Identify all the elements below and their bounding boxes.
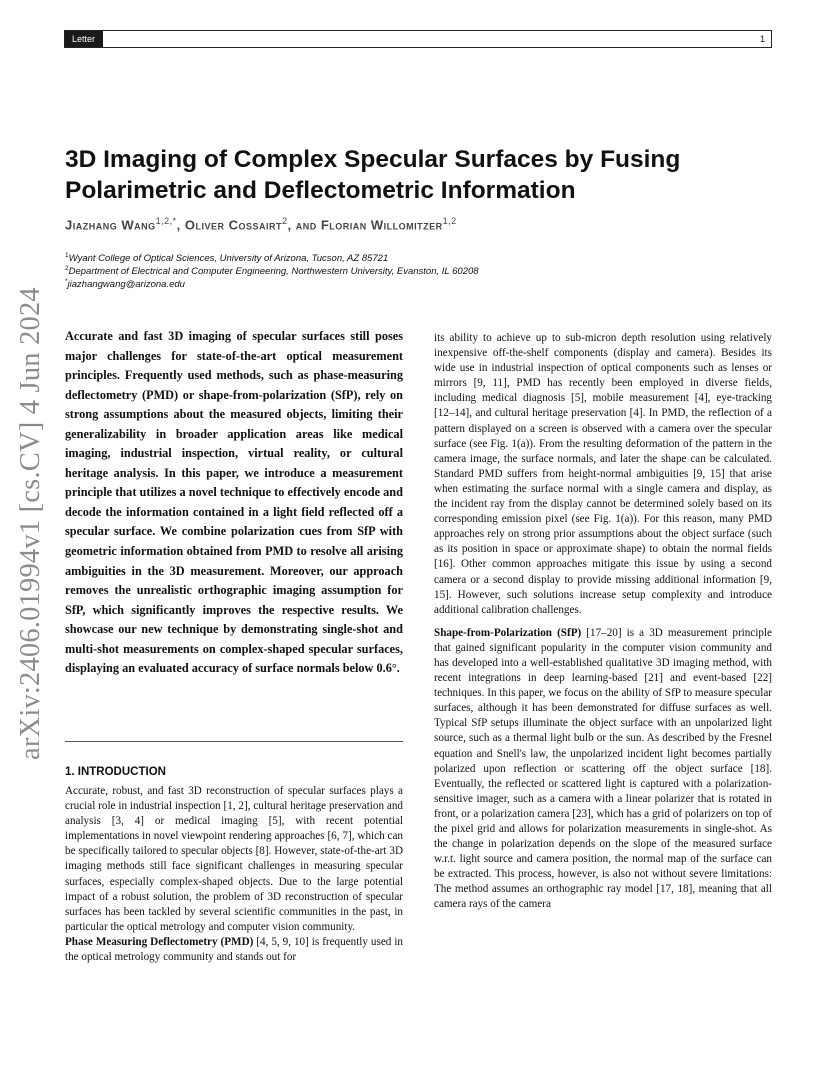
paper-title: 3D Imaging of Complex Specular Surfaces by Fusing Polarimetric and Deflectometric Information bbox=[65, 146, 681, 204]
affiliation-mark: 2 bbox=[65, 265, 69, 272]
page-number: 1 bbox=[759, 34, 765, 44]
author-name: Florian Willomitzer bbox=[320, 217, 443, 233]
pmd-run-in-heading: Phase Measuring Deflectometry (PMD) bbox=[65, 935, 254, 948]
author-separator: , bbox=[176, 217, 185, 233]
pmd-paragraph bbox=[65, 935, 403, 965]
author-name: Jiazhang Wang bbox=[65, 217, 156, 233]
arxiv-identifier[interactable]: arXiv:2406.01994v1 [cs.CV] 4 Jun 2024 bbox=[15, 287, 46, 760]
author-affil-mark: 2 bbox=[281, 216, 288, 226]
author-list bbox=[65, 216, 457, 232]
abstract-divider bbox=[65, 741, 403, 742]
abstract: Accurate and fast 3D imaging of specular surfaces still poses major challenges for state-of-the-art optical measurement principles. Frequently used methods, such as phase-measuring deflectometry (PMD) or shape-from-polarization (SfP), rely on strong assumptions about the measured objects, limiting their generalizability in broader application areas like medical imaging, industrial inspection, virtual reality, or cultural heritage analysis. In this paper, we introduce a measurement principle that utilizes a novel technique to effectively encode and decode the information contained in a light field reflected off a specular surface. We combine polarization cues from SfP with geometric information obtained from PMD to resolve all arising ambiguities in the 3D measurement. Moreover, our approach removes the unrealistic orthographic imaging assumption for SfP, which significantly improves the respective results. We showcase our new technique by demonstrating single-shot and multi-shot measurements on complex-shaped specular surfaces, displaying an evaluated accuracy of surface normals below 0.6°. bbox=[65, 329, 403, 676]
sfp-run-in-heading: Shape-from-Polarization (SfP) bbox=[434, 626, 582, 639]
affiliation-text: Wyant College of Optical Sciences, University of Arizona, Tucson, AZ 85721 bbox=[68, 253, 389, 265]
section-heading: 1. INTRODUCTION bbox=[65, 766, 166, 778]
article-type-tag: Letter bbox=[65, 31, 103, 47]
sfp-paragraph bbox=[434, 626, 772, 913]
sfp-paragraph-text: [17–20] is a 3D measurement principle that gained significant popularity in the computer vision community and has developed into a well-established qualitative 3D imaging method, with recent integrations in deep learning-based [21] and event-based [22] techniques. In this paper, we focus on the ability of SfP to measure specular surfaces, although it has been demonstrated for diffuse surfaces as well. Typical SfP setups illuminate the object surface with an unpolarized light source, such as a thermal light bulb or the sun. As described by the Fresnel equation and Snell's law, the unpolarized incident light becomes partially polarized upon reflection or scattering off the object surface [18]. Eventually, the reflected or scattered light is captured with a polarization-sensitive imager, such as a camera with a linear polarizer that is rotated in front, or a polarization camera [23], which has a grid of polarizers on top of the pixel grid and allows for polarization measurements in single-shot. As the change in polarization depends on the slope of the measured surface w.r.t. light source and camera position, the normal map of the surface can be extracted. This process, however, is also not without severe limitations: The method assumes an orthographic ray model [17, 18], meaning that all camera rays of the camera bbox=[434, 626, 772, 911]
intro-paragraph: Accurate, robust, and fast 3D reconstruction of specular surfaces plays a crucial role in industrial inspection [1, 2], cultural heritage preservation and analysis [3, 4] or medical imaging [5], with recent potential implementations in novel viewpoint rendering approaches [6, 7], which can be specifically tailored to specular objects [8]. However, state-of-the-art 3D imaging methods still face significant challenges in measuring specular surfaces, especially complex-shaped objects. Due to the large potential impact of a robust solution, the problem of 3D reconstruction of specular surfaces has been tackled by several scientific communities in the past, in particular the optical metrology and computer vision community. bbox=[65, 785, 403, 933]
right-column bbox=[434, 331, 772, 913]
pmd-continued-paragraph: its ability to achieve up to sub-micron depth resolution using relatively inexpensive off-the-shelf components (display and camera). Besides its wide use in industrial inspection of optical components such as lenses or mirrors [9, 11], PMD has recently been employed in diverse fields, including medical diagnosis [5], mobile measurement [4], eye-tracking [12–14], and cultural heritage preservation [4]. In PMD, the reflection of a pattern displayed on a screen is observed with a camera over the specular surface (see Fig. 1(a)). From the resulting deformation of the pattern in the camera image, the surface normals, and later the shape can be calculated. Standard PMD suffers from height-normal ambiguities [9, 15] that arise when estimating the surface normal with a single camera and display, as the incident ray from the display cannot be determined solely based on its corresponding emission pixel (see Fig. 1(a)). For this reason, many PMD approaches rely on strong prior assumptions about the object surface (such as its position in space or approximate shape) to obtain the normal fields [16]. Other common approaches mitigate this issue by using a second camera or a second display to provide missing additional information [9, 15]. However, such solutions increase setup complexity and introduce additional calibration challenges. bbox=[434, 332, 772, 616]
author-name: Oliver Cossairt bbox=[184, 217, 282, 233]
affiliation-mark: 1 bbox=[65, 252, 69, 259]
affiliation-text: Department of Electrical and Computer Engineering, Northwestern University, Evanston, IL 60208 bbox=[68, 266, 479, 278]
intro-left-column bbox=[65, 784, 403, 965]
author-separator: , and bbox=[287, 217, 321, 233]
pmd-paragraph-text: [4, 5, 9, 10] is frequently used in the optical metrology community and stands out for bbox=[65, 935, 403, 964]
email-text[interactable]: jiazhangwang@arizona.edu bbox=[67, 279, 185, 291]
running-header bbox=[64, 30, 772, 48]
corresponding-email bbox=[65, 276, 185, 291]
author-affil-mark: 1,2 bbox=[442, 216, 457, 226]
author-affil-mark: 1,2,* bbox=[155, 216, 177, 226]
affiliation-mark: * bbox=[65, 278, 68, 285]
